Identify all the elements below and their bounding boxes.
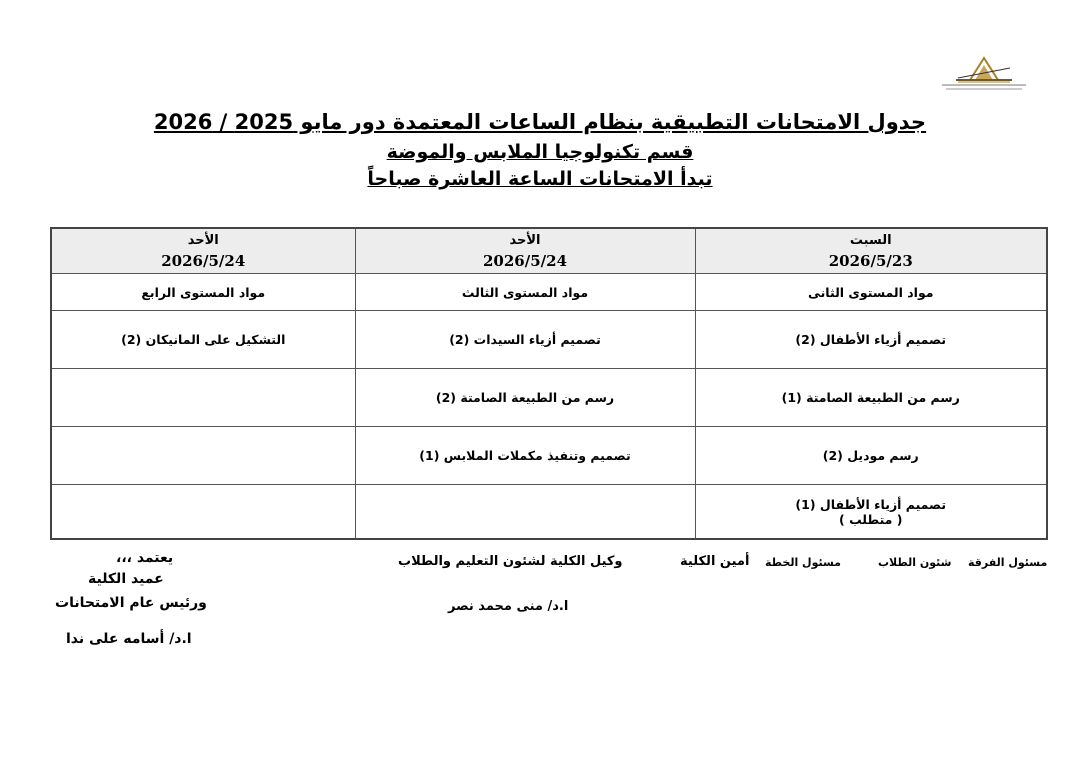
subject-cell	[51, 427, 355, 485]
exam-start-time: تبدأ الامتحانات الساعة العاشرة صباحاً	[367, 168, 713, 190]
subject-cell: تصميم أزياء الأطفال (1) ( متطلب )	[695, 485, 1047, 540]
subject-cell: رسم من الطبيعة الصامتة (2)	[355, 369, 695, 427]
dean-title-exams: ورئيس عام الامتحانات	[55, 595, 207, 611]
column-header: السبت 2026/5/23	[695, 228, 1047, 274]
vice-dean-name: ا.د/ منى محمد نصر	[448, 599, 569, 614]
level-cell: مواد المستوى الثالث	[355, 274, 695, 311]
column-header: الأحد 2026/5/24	[51, 228, 355, 274]
student-affairs-label: شئون الطلاب	[878, 556, 952, 569]
vice-dean-label: وكيل الكلية لشئون التعليم والطلاب	[398, 554, 623, 569]
subject-cell: تصميم أزياء السيدات (2)	[355, 311, 695, 369]
plan-officer-label: مسئول الخطة	[765, 556, 841, 569]
subject-cell: التشكيل على المانيكان (2)	[51, 311, 355, 369]
page-title: جدول الامتحانات التطبيقية بنظام الساعات المعتمدة دور مايو 2025 / 2026	[153, 110, 927, 134]
faculty-logo	[928, 54, 1040, 94]
college-secretary-label: أمين الكلية	[680, 554, 750, 569]
table-row	[51, 485, 1047, 540]
table-row	[51, 311, 1047, 369]
subject-cell	[51, 369, 355, 427]
level-row	[51, 274, 1047, 311]
class-officer-label: مسئول الفرقة	[968, 556, 1048, 569]
exam-schedule-table	[50, 227, 1048, 540]
subject-cell: تصميم أزياء الأطفال (2)	[695, 311, 1047, 369]
prerequisite-note: ( متطلب )	[839, 511, 903, 527]
level-cell: مواد المستوى الثانى	[695, 274, 1047, 311]
subject-cell: رسم موديل (2)	[695, 427, 1047, 485]
table-header-row	[51, 228, 1047, 274]
subject-cell: تصميم وتنفيذ مكملات الملابس (1)	[355, 427, 695, 485]
department-title: قسم تكنولوجيا الملابس والموضة	[386, 141, 694, 163]
subject-cell	[51, 485, 355, 540]
subject-cell	[355, 485, 695, 540]
column-header: الأحد 2026/5/24	[355, 228, 695, 274]
subject-cell: رسم من الطبيعة الصامتة (1)	[695, 369, 1047, 427]
dean-name: ا.د/ أسامه على ندا	[66, 631, 192, 647]
approval-label: يعتمد ،،،	[116, 550, 174, 566]
dean-title: عميد الكلية	[88, 571, 164, 587]
table-row	[51, 427, 1047, 485]
level-cell: مواد المستوى الرابع	[51, 274, 355, 311]
table-row	[51, 369, 1047, 427]
